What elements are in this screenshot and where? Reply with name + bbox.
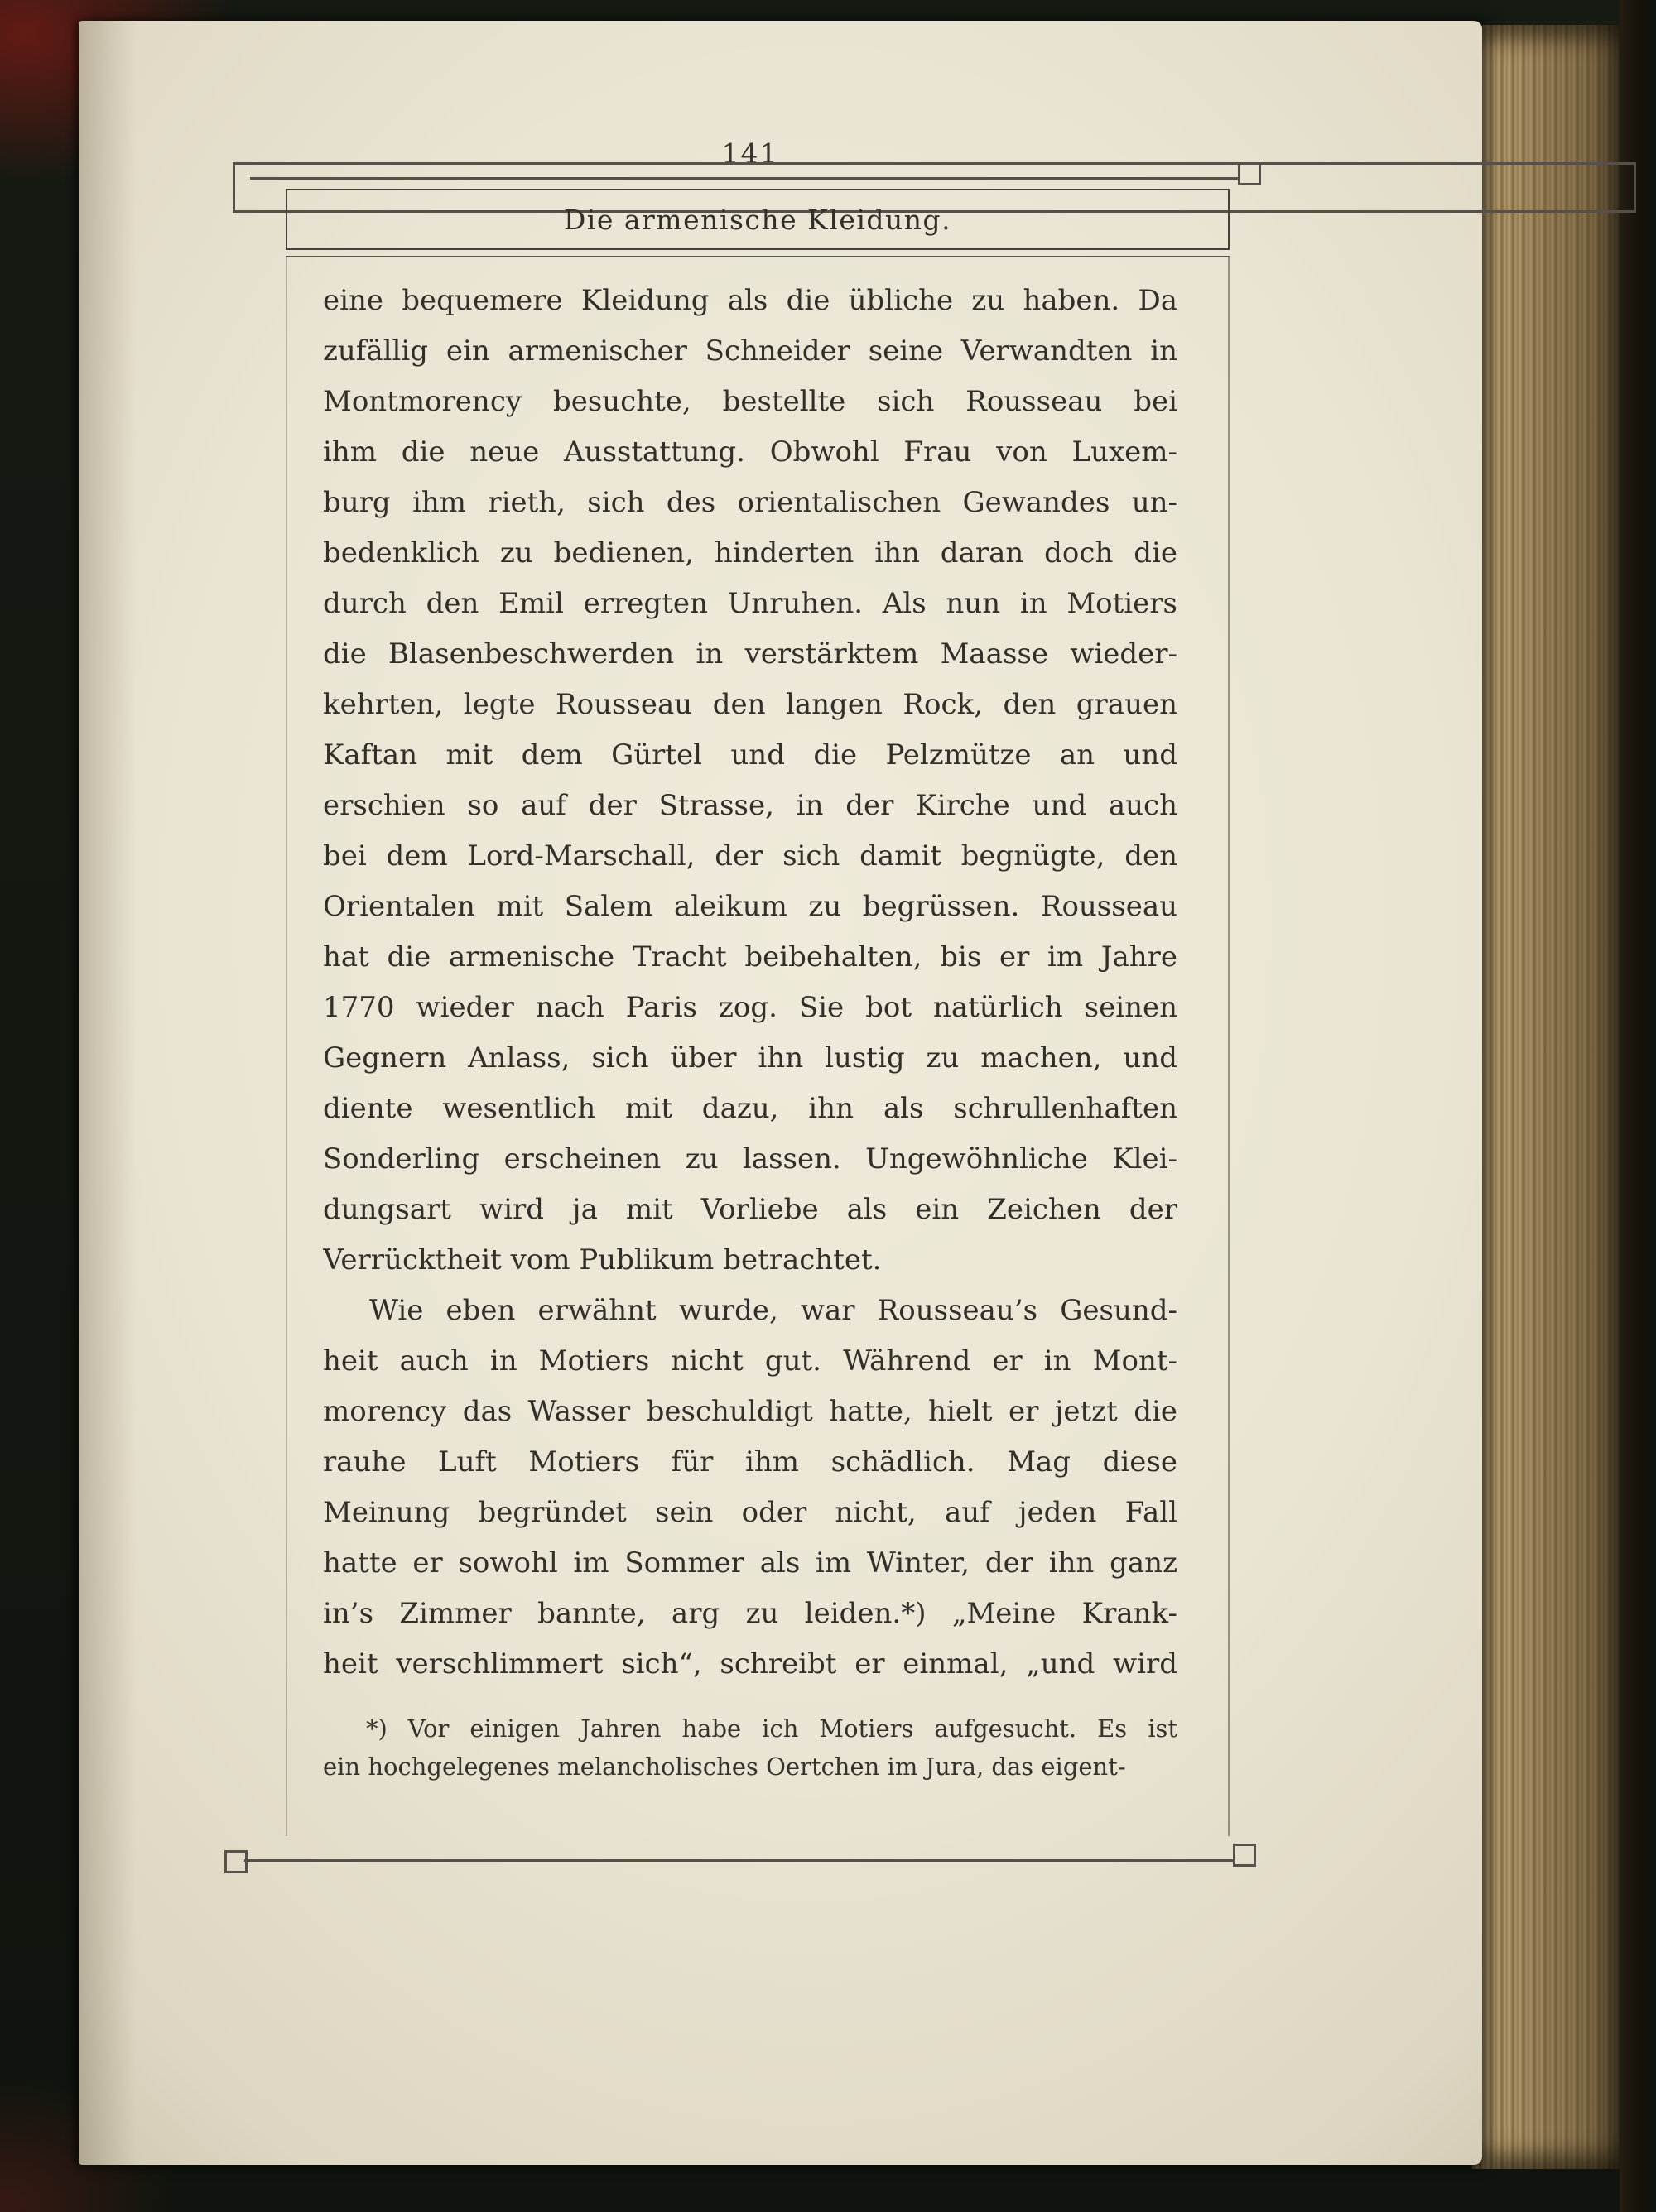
text-line: Wie eben erwähnt wurde, war Rousseau’s Gesund- [369,1294,1177,1327]
text-line: in’s Zimmer bannte, arg zu leiden.*) „Meine Krank- [323,1597,1177,1630]
text-line: ihm die neue Ausstattung. Obwohl Frau von Luxem- [323,435,1177,469]
page-number: 141 [721,137,779,170]
text-line: durch den Emil erregten Unruhen. Als nun in Motiers [323,587,1177,620]
text-line: kehrten, legte Rousseau den langen Rock, den grauen [323,688,1177,721]
text-line: zufällig ein armenischer Schneider seine Verwandten in [323,334,1177,368]
text-line: erschien so auf der Strasse, in der Kirche und auch [323,789,1177,822]
book-page [79,21,1482,2165]
text-line: Gegnern Anlass, sich über ihn lustig zu machen, und [323,1041,1177,1075]
book-cover-right [1620,0,1656,2212]
frame-corner-ornament-top-right [1238,162,1261,185]
text-line: heit auch in Motiers nicht gut. Während er in Mont- [323,1344,1177,1378]
text-line: Sonderling erscheinen zu lassen. Ungewöhnliche Klei- [323,1142,1177,1176]
text-line: burg ihm rieth, sich des orientalischen Gewandes un- [323,486,1177,519]
running-head-title: Die armenische Kleidung. [563,203,952,236]
text-line: rauhe Luft Motiers für ihm schädlich. Mag diese [323,1445,1177,1479]
text-line: Montmorency besuchte, bestellte sich Rousseau bei [323,385,1177,418]
text-line: bedenklich zu bedienen, hinderten ihn daran doch die [323,536,1177,570]
text-line: heit verschlimmert sich“, schreibt er einmal, „und wird [323,1647,1177,1681]
text-line: Kaftan mit dem Gürtel und die Pelzmütze an und [323,738,1177,772]
text-line: morency das Wasser beschuldigt hatte, hielt er jetzt die [323,1395,1177,1428]
footnote-line: *) Vor einigen Jahren habe ich Motiers aufgesucht. Es ist [366,1714,1177,1743]
text-line: Orientalen mit Salem aleikum zu begrüssen. Rousseau [323,890,1177,923]
footnote-line: ein hochgelegenes melancholisches Oertchen im Jura, das eigent- [323,1753,1126,1781]
running-head-box [286,189,1230,250]
text-line: diente wesentlich mit dazu, ihn als schrullenhaften [323,1092,1177,1125]
text-line: Verrücktheit vom Publikum betrachtet. [323,1243,882,1277]
text-line: hatte er sowohl im Sommer als im Winter, der ihn ganz [323,1546,1177,1580]
frame-corner-ornament-bottom-right [1233,1844,1256,1867]
text-line: bei dem Lord-Marschall, der sich damit begnügte, den [323,839,1177,873]
frame-right-rule [1228,256,1230,1836]
page-stack-edges [1472,25,1625,2169]
frame-bottom-rule [244,1859,1234,1862]
text-line: hat die armenische Tracht beibehalten, bis er im Jahre [323,940,1177,974]
body-text [323,276,1177,1690]
text-line: Meinung begründet sein oder nicht, auf jeden Fall [323,1496,1177,1529]
text-line: eine bequemere Kleidung als die übliche zu haben. Da [323,284,1177,317]
footnote [323,1709,1177,1786]
text-line: dungsart wird ja mit Vorliebe als ein Zeichen der [323,1193,1177,1226]
text-line: die Blasenbeschwerden in verstärktem Maasse wieder- [323,637,1177,671]
running-head-underline [286,256,1230,257]
frame-left-rule [286,256,287,1836]
text-line: 1770 wieder nach Paris zog. Sie bot natürlich seinen [323,991,1177,1024]
frame-corner-ornament-bottom-left [224,1850,248,1873]
